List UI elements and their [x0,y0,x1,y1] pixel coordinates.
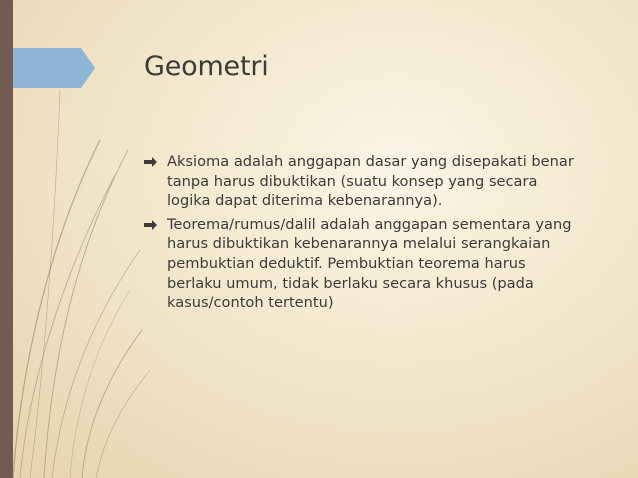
arrow-bullet-icon [144,157,157,167]
bullet-item [144,152,584,211]
bullet-text: Teorema/rumus/dalil adalah anggapan sementara yang harus dibuktikan kebenarannya melalui serangkaian pembuktian deduktif. Pembuktian teorema harus berlaku umum, tidak berlaku secara khusus (pada kasus/contoh tertentu) [167,215,572,312]
bullet-item [144,215,584,313]
arrow-bullet-icon [144,220,157,230]
slide-title: Geometri [144,51,269,82]
bullet-list [144,152,584,317]
title-tab [13,48,95,88]
bullet-text: Aksioma adalah anggapan dasar yang disepakati benar tanpa harus dibuktikan (suatu konsep yang secara logika dapat diterima kebenarannya). [167,153,574,210]
